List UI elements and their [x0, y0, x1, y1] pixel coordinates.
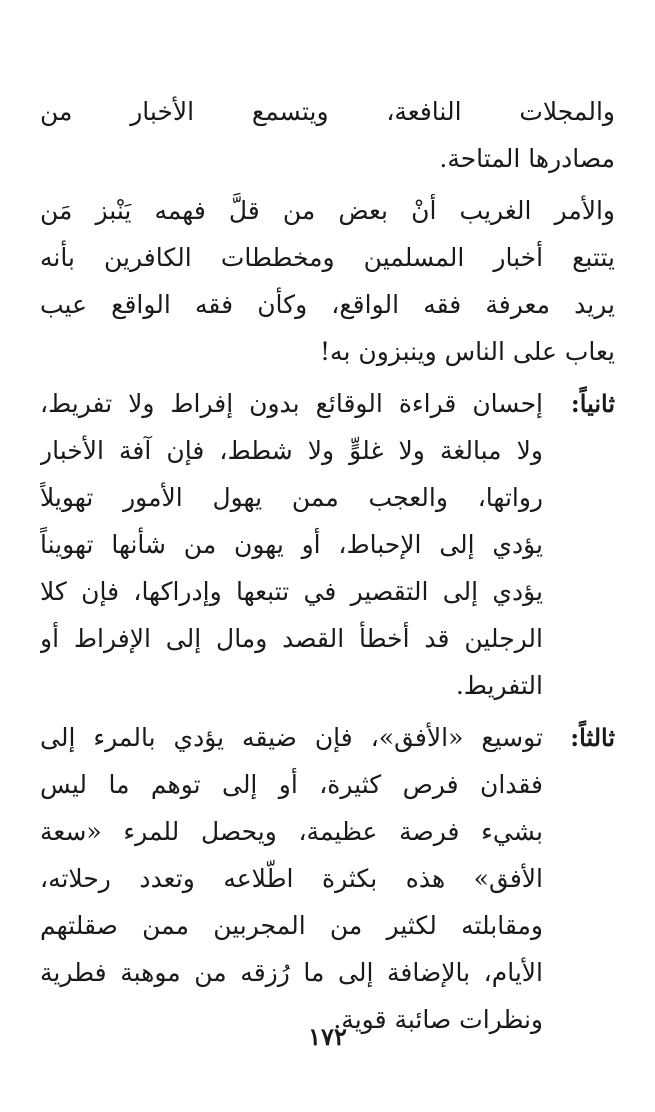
- text-line: والمجلات النافعة، ويتسمع الأخبار من: [40, 97, 615, 126]
- item-body: [40, 714, 543, 1043]
- text-line: يؤدي إلى التقصير في تتبعها وإدراكها، فإن كلا: [40, 577, 543, 606]
- list-item-third: [40, 714, 615, 1043]
- intro-paragraph: [40, 88, 615, 182]
- text-line: يعاب على الناس وينبزون به!: [320, 337, 615, 366]
- item-label: ثانياً:: [570, 389, 615, 418]
- text-line: ومقابلته لكثير من المجربين ممن صقلتهم: [40, 911, 543, 940]
- page-content: [40, 88, 615, 1048]
- text-line: الأيام، بالإضافة إلى ما رُزقه من موهبة فطرية: [40, 958, 543, 987]
- text-line: رواتها، والعجب ممن يهول الأمور تهويلاً: [40, 483, 543, 512]
- text-line: يتتبع أخبار المسلمين ومخططات الكافرين بأنه: [40, 243, 615, 272]
- text-line: فقدان فرص كثيرة، أو إلى توهم ما ليس: [40, 770, 543, 799]
- item-label: ثالثاً:: [570, 723, 615, 752]
- text-line: والأمر الغريب أنْ بعض من قلَّ فهمه يَنْبز مَن: [40, 196, 615, 225]
- text-line: ونظرات صائبة قوية.: [333, 1005, 543, 1034]
- text-line: ولا مبالغة ولا غلوٍّ ولا شطط، فإن آفة الأخبار: [40, 436, 543, 465]
- text-line: توسيع «الأفق»، فإن ضيقه يؤدي بالمرء إلى: [40, 723, 543, 752]
- page-number: ١٧٢: [308, 1022, 347, 1051]
- text-line: التفريط.: [455, 671, 543, 700]
- text-line: الأفق» هذه بكثرة اطّلاعه وتعدد رحلاته،: [40, 864, 543, 893]
- text-line: يريد معرفة فقه الواقع، وكأن فقه الواقع عيب: [40, 290, 615, 319]
- body-paragraph: [40, 187, 615, 375]
- text-line: مصادرها المتاحة.: [439, 144, 615, 173]
- list-item-second: [40, 380, 615, 709]
- item-body: [40, 380, 543, 709]
- text-line: الرجلين قد أخطأ القصد ومال إلى الإفراط أو: [40, 624, 543, 653]
- text-line: إحسان قراءة الوقائع بدون إفراط ولا تفريط،: [40, 389, 543, 418]
- text-line: يؤدي إلى الإحباط، أو يهون من شأنها تهويناً: [40, 530, 543, 559]
- text-line: بشيء فرصة عظيمة، ويحصل للمرء «سعة: [40, 817, 543, 846]
